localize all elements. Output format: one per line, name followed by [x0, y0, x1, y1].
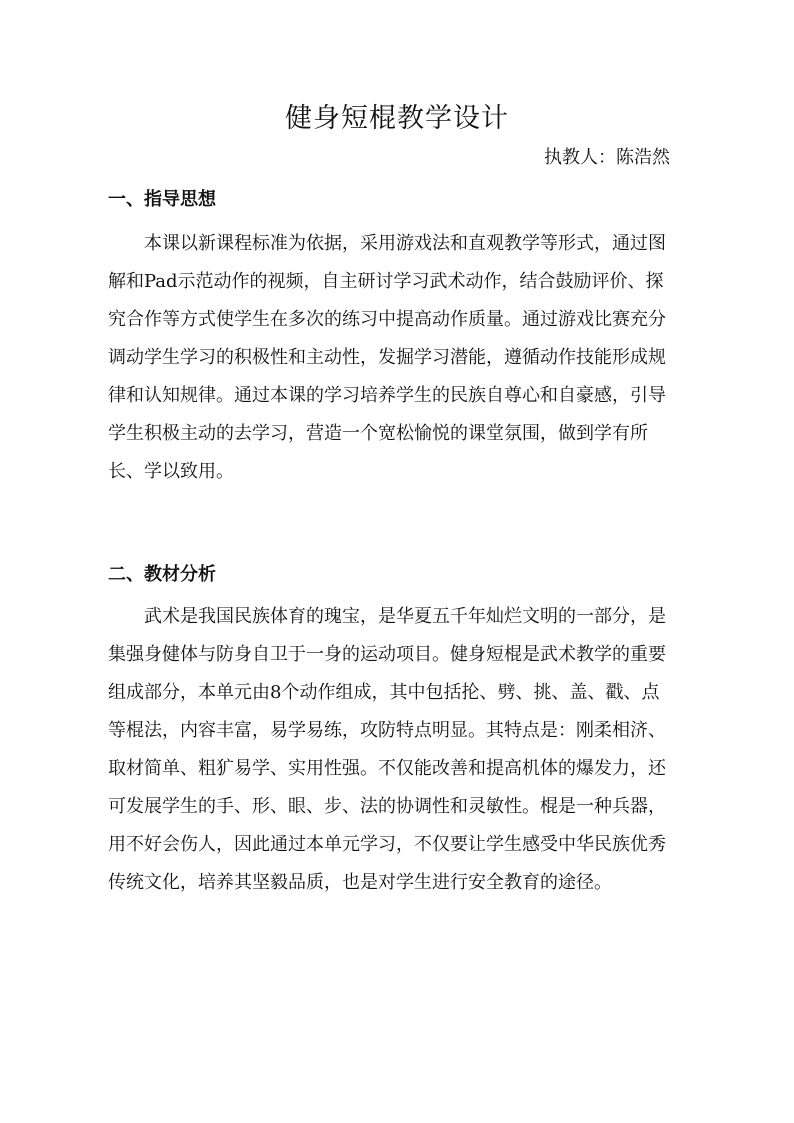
document-title: 健身短棍教学设计 — [285, 103, 509, 134]
paragraph-line: 武术是我国民族体育的瑰宝，是华夏五千年灿烂文明的一部分，是 — [108, 606, 666, 627]
paragraph-line: 律和认知规律。通过本课的学习培养学生的民族自尊心和自豪感，引导 — [108, 385, 666, 406]
paragraph-line: 本课以新课程标准为依据，采用游戏法和直观教学等形式，通过图 — [108, 233, 666, 254]
paragraph-line: 取材简单、粗犷易学、实用性强。不仅能改善和提高机体的爆发力，还 — [108, 758, 666, 779]
paragraph-line: 长、学以致用。 — [108, 461, 234, 482]
section-heading-material-analysis: 二、教材分析 — [108, 564, 216, 585]
paragraph-line: 解和Pad示范动作的视频，自主研讨学习武术动作，结合鼓励评价、探 — [108, 271, 664, 292]
paragraph-line: 用不好会伤人，因此通过本单元学习，不仅要让学生感受中华民族优秀 — [108, 834, 666, 855]
section-body-material-analysis — [108, 598, 692, 902]
author-line: 执教人：陈浩然 — [544, 147, 670, 168]
paragraph-line: 调动学生学习的积极性和主动性，发掘学习潜能，遵循动作技能形成规 — [108, 347, 666, 368]
paragraph-line: 集强身健体与防身自卫于一身的运动项目。健身短棍是武术教学的重要 — [108, 644, 666, 665]
section-heading-guiding-ideology: 一、指导思想 — [108, 189, 216, 210]
paragraph-line: 学生积极主动的去学习，营造一个宽松愉悦的课堂氛围，做到学有所 — [108, 423, 648, 444]
section-body-guiding-ideology — [108, 225, 692, 491]
paragraph-line: 可发展学生的手、形、眼、步、法的协调性和灵敏性。棍是一种兵器， — [108, 796, 666, 817]
paragraph-line: 等棍法，内容丰富，易学易练，攻防特点明显。其特点是：刚柔相济、 — [108, 720, 666, 741]
paragraph-line: 组成部分，本单元由8个动作组成，其中包括抡、劈、挑、盖、戳、点 — [108, 682, 660, 703]
paragraph-line: 究合作等方式使学生在多次的练习中提高动作质量。通过游戏比赛充分 — [108, 309, 666, 330]
paragraph-line: 传统文化，培养其坚毅品质，也是对学生进行安全教育的途径。 — [108, 872, 612, 893]
